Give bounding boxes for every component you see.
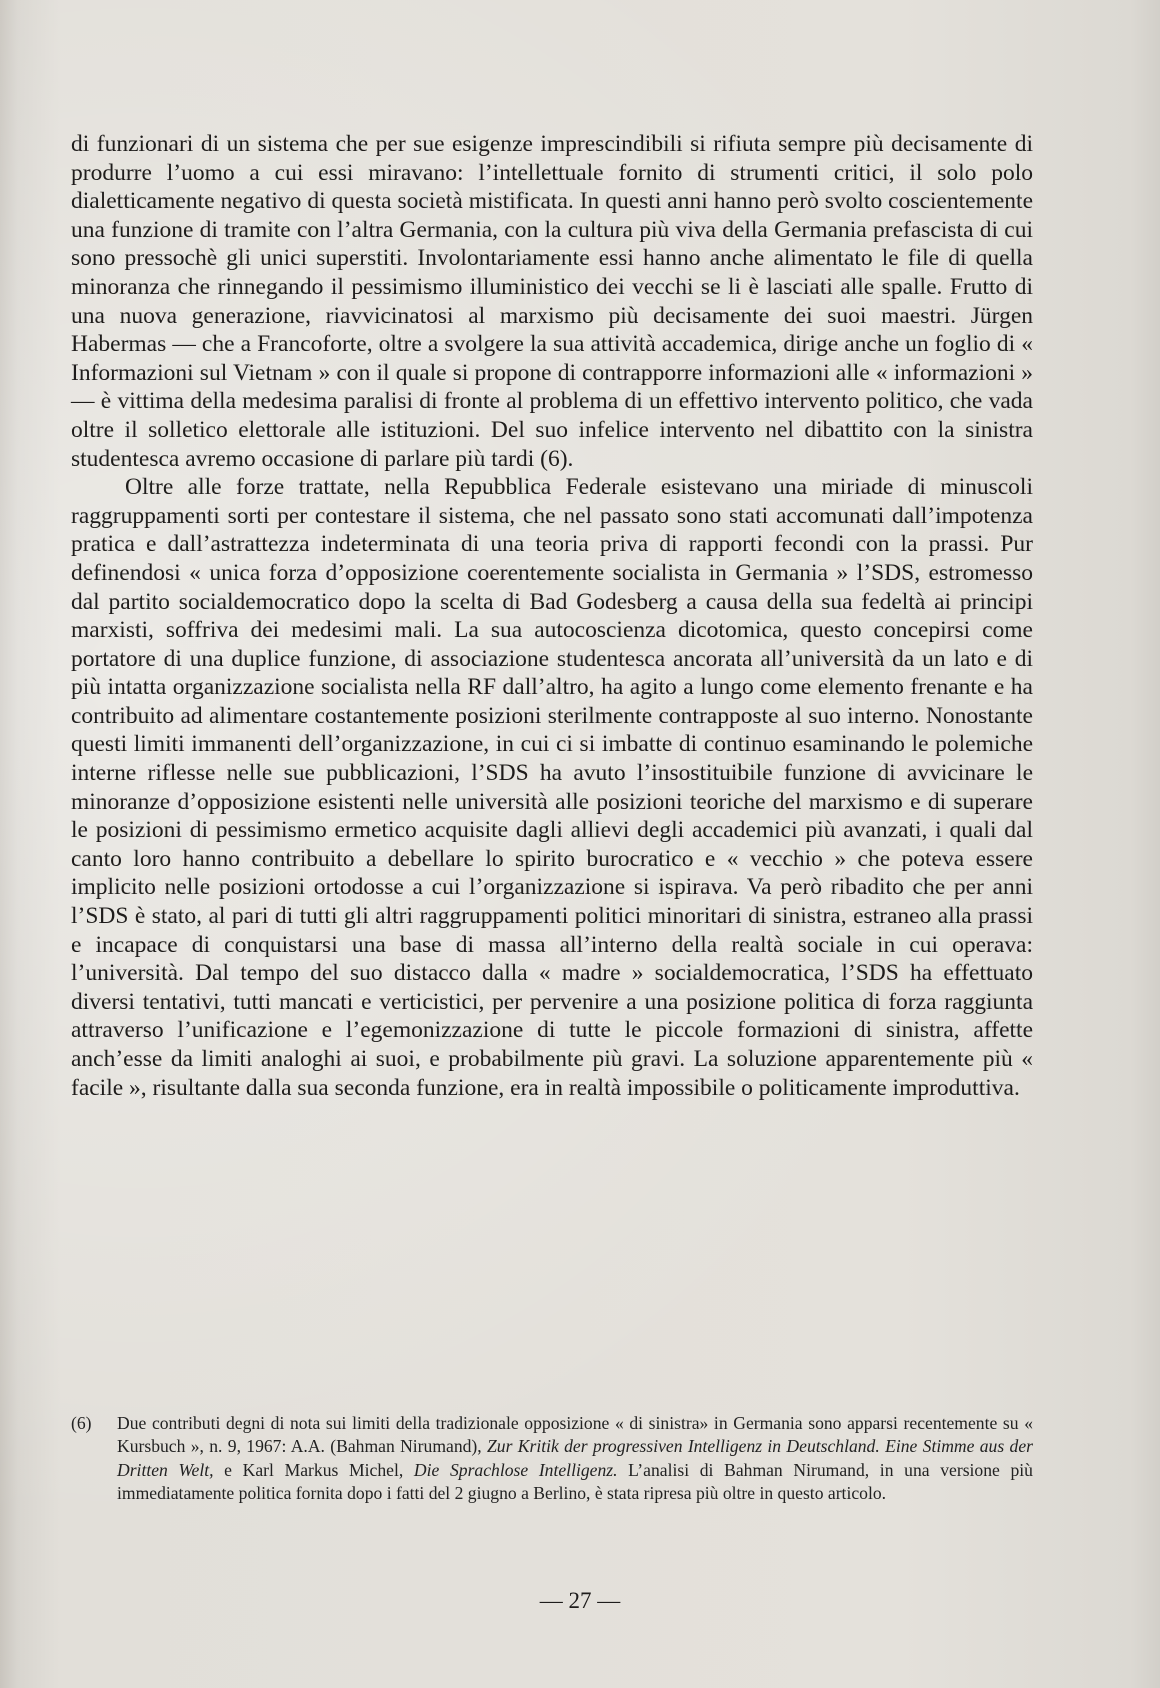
footnotes: [71, 1412, 1033, 1506]
footnote-6: [71, 1412, 1033, 1506]
footnote-title-2: Die Sprachlose Intelligenz.: [413, 1459, 618, 1480]
paragraph-2: Oltre alle forze trattate, nella Repubblica Federale esistevano una miriade di minuscoli raggruppamenti sorti per contestare il sistema, che nel passato sono stati accomunati dall’impotenza pratica e dall’astrattezza indeterminata di una teoria priva di rapporti fecondi con la prassi. Pur definendosi « unica forza d’opposizione coerentemente socialista in Germania » l’SDS, estromesso dal partito socialdemocratico dopo la scelta di Bad Godesberg a causa della sua fedeltà ai principi marxisti, soffriva dei medesimi mali. La sua autocoscienza dicotomica, questo concepirsi come portatore di una duplice funzione, di associazione studentesca ancorata all’università da un lato e di più intatta organizzazione socialista nella RF dall’altro, ha agito a lungo come elemento frenante e ha contribuito ad alimentare costantemente posizioni sterilmente contrapposte al suo interno. Nonostante questi limiti immanenti dell’organizzazione, in cui ci si imbatte di continuo esaminando le polemiche interne riflesse nelle sue pubblicazioni, l’SDS ha avuto l’insostituibile funzione di avvicinare le minoranze d’opposizione esistenti nelle università alle posizioni teoriche del marxismo e di superare le posizioni di pessimismo ermetico acquisite dagli allievi degli accademici più avanzati, i quali dal canto loro hanno contribuito a debellare lo spirito burocratico e « vecchio » che poteva essere implicito nelle posizioni ortodosse a cui l’organizzazione si ispirava. Va però ribadito che per anni l’SDS è stato, al pari di tutti gli altri raggruppamenti politici minoritari di sinistra, estraneo alla prassi e incapace di conquistarsi una base di massa all’interno della realtà sociale in cui operava: l’università. Dal tempo del suo distacco dalla « madre » socialdemocratica, l’SDS ha effettuato diversi tentativi, tutti mancati e verticistici, per pervenire a una posizione politica di forza raggiunta attraverso l’unificazione e l’egemonizzazione di tutte le piccole formazioni di sinistra, affette anch’esse da limiti analoghi ai suoi, e probabilmente più gravi. La soluzione apparentemente più « facile », risultante dalla sua seconda funzione, era in realtà impossibile o politicamente improduttiva.: [71, 474, 1033, 1101]
footnote-title-1: Zur Kritik der progressiven Intelligenz in Deutschland. Eine Stimme aus der Dritten Welt,: [117, 1436, 1033, 1480]
footnote-mark: (6): [71, 1413, 92, 1433]
body-text: [71, 130, 1033, 1102]
footnote-text-2: e Karl Markus Michel,: [213, 1459, 414, 1480]
footnote-text-3: L’analisi di Bahman Nirumand, in una versione più immediatamente politica fornita dopo i fatti del 2 giugno a Berlino, è stata ripresa più oltre in questo articolo.: [117, 1459, 1033, 1504]
footnote-text-1: Due contributi degni di nota sui limiti della tradizionale opposizione « di sinistra» in Germania sono apparsi recentemente su « Kursbuch », n. 9, 1967: A.A. (Bahman Nirumand),: [117, 1413, 1033, 1457]
paragraph-1: di funzionari di un sistema che per sue esigenze imprescindibili si rifiuta sempre più decisamente di produrre l’uomo a cui essi miravano: l’intellettuale fornito di strumenti critici, il solo polo dialetticamente negativo di questa società mistificata. In questi anni hanno però svolto coscientemente una funzione di tramite con l’altra Germania, con la cultura più viva della Germania prefascista di cui sono pressochè gli unici superstiti. Involontariamente essi hanno anche alimentato le file di quella minoranza che rinnegando il pessimismo illuministico dei vecchi se li è lasciati alle spalle. Frutto di una nuova generazione, riavvicinatosi al marxismo più decisamente dei suoi maestri. Jürgen Habermas — che a Francoforte, oltre a svolgere la sua attività accademica, dirige anche un foglio di « Informazioni sul Vietnam » con il quale si propone di contrapporre informazioni alle « informazioni » — è vittima della medesima paralisi di fronte al problema di un effettivo intervento politico, che vada oltre il solletico elettorale alle istituzioni. Del suo infelice intervento nel dibattito con la sinistra studentesca avremo occasione di parlare più tardi (6).: [71, 131, 1033, 472]
page-number: — 27 —: [539, 1588, 621, 1613]
